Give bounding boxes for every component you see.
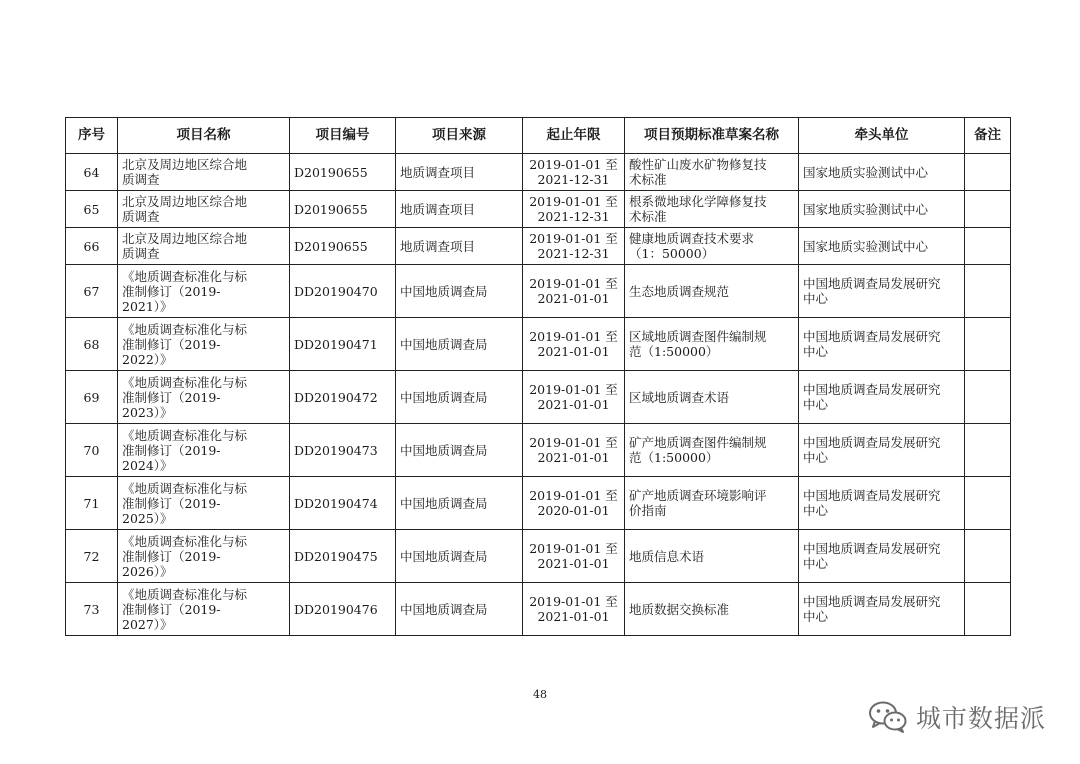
- cell-line: 《地质调查标准化与标: [122, 427, 248, 443]
- cell-project-name: [118, 265, 290, 318]
- cell-line: 2019-01-01 至: [529, 231, 618, 246]
- cell-period: [523, 530, 625, 583]
- cell-project-source: 地质调查项目: [396, 228, 523, 265]
- cell-lead-unit: [799, 228, 965, 265]
- cell-lead-unit: [799, 154, 965, 191]
- cell-line: 2026）》: [122, 563, 173, 579]
- cell-line: 准制修订（2019-: [122, 601, 221, 617]
- cell-line: 2023）》: [122, 404, 173, 420]
- cell-line: 北京及周边地区综合地: [122, 231, 248, 246]
- table-row: [66, 154, 1011, 191]
- cell-line: 术标准: [629, 172, 667, 187]
- cell-line: 2019-01-01 至: [529, 329, 618, 344]
- cell-standard-name: [625, 154, 799, 191]
- cell-line: 《地质调查标准化与标: [122, 533, 248, 549]
- cell-line: 质调查: [122, 246, 160, 261]
- table-row: [66, 371, 1011, 424]
- cell-line: 《地质调查标准化与标: [122, 480, 248, 496]
- cell-line: 2021-12-31: [537, 172, 610, 187]
- cell-line: 2019-01-01 至: [529, 194, 618, 209]
- cell-line: 2024）》: [122, 457, 173, 473]
- cell-project-source: 中国地质调查局: [396, 583, 523, 636]
- cell-project-name: [118, 371, 290, 424]
- cell-line: 2019-01-01 至: [529, 435, 618, 450]
- cell-project-code: DD20190473: [290, 424, 396, 477]
- cell-note: [965, 477, 1011, 530]
- cell-number: 71: [66, 477, 118, 530]
- cell-line: 2021）》: [122, 298, 173, 314]
- cell-line: 2019-01-01 至: [529, 382, 618, 397]
- cell-line: 《地质调查标准化与标: [122, 268, 248, 284]
- cell-lead-unit: [799, 265, 965, 318]
- cell-project-name: [118, 228, 290, 265]
- cell-line: （1：50000）: [629, 246, 715, 261]
- cell-line: 中国地质调查局发展研究: [803, 276, 941, 291]
- cell-project-source: 地质调查项目: [396, 191, 523, 228]
- cell-number: 70: [66, 424, 118, 477]
- cell-line: 2019-01-01 至: [529, 541, 618, 556]
- cell-line: 中心: [803, 503, 829, 518]
- header-cell: 牵头单位: [799, 118, 965, 154]
- cell-line: 准制修订（2019-: [122, 442, 221, 458]
- cell-line: 2019-01-01 至: [529, 488, 618, 503]
- table-row: [66, 318, 1011, 371]
- cell-project-code: DD20190474: [290, 477, 396, 530]
- cell-line: 国家地质实验测试中心: [803, 238, 929, 254]
- table-header-row: [66, 118, 1011, 154]
- table-row: [66, 424, 1011, 477]
- cell-project-name: [118, 477, 290, 530]
- cell-line: 术标准: [629, 209, 667, 224]
- cell-project-source: 中国地质调查局: [396, 530, 523, 583]
- table-row: [66, 265, 1011, 318]
- header-cell: 序号: [66, 118, 118, 154]
- cell-line: 中国地质调查局发展研究: [803, 382, 941, 397]
- cell-line: 地质数据交换标准: [629, 601, 730, 617]
- cell-period: [523, 318, 625, 371]
- cell-line: 矿产地质调查环境影响评: [629, 488, 767, 503]
- cell-line: 中心: [803, 450, 829, 465]
- cell-line: 中国地质调查局发展研究: [803, 541, 941, 556]
- cell-line: 准制修订（2019-: [122, 495, 221, 511]
- cell-line: 中心: [803, 609, 829, 624]
- cell-standard-name: [625, 583, 799, 636]
- cell-number: 72: [66, 530, 118, 583]
- cell-line: 《地质调查标准化与标: [122, 321, 248, 337]
- watermark-text: 城市数据派: [915, 704, 1046, 733]
- cell-line: 矿产地质调查图件编制规: [629, 435, 767, 450]
- cell-lead-unit: [799, 530, 965, 583]
- cell-standard-name: [625, 424, 799, 477]
- cell-line: 《地质调查标准化与标: [122, 586, 248, 602]
- cell-project-name: [118, 424, 290, 477]
- cell-line: 2021-01-01: [537, 397, 610, 412]
- cell-project-name: [118, 318, 290, 371]
- cell-line: 2021-12-31: [537, 246, 610, 261]
- cell-project-name: [118, 154, 290, 191]
- cell-number: 64: [66, 154, 118, 191]
- cell-project-code: D20190655: [290, 154, 396, 191]
- cell-standard-name: [625, 477, 799, 530]
- cell-line: 北京及周边地区综合地: [122, 194, 248, 209]
- header-cell: 备注: [965, 118, 1011, 154]
- cell-line: 2019-01-01 至: [529, 276, 618, 291]
- cell-project-code: DD20190472: [290, 371, 396, 424]
- cell-line: 2025）》: [122, 510, 173, 526]
- project-table: [65, 117, 1011, 636]
- cell-note: [965, 371, 1011, 424]
- cell-line: 中心: [803, 556, 829, 571]
- cell-project-code: DD20190471: [290, 318, 396, 371]
- cell-line: 准制修订（2019-: [122, 336, 221, 352]
- cell-line: 2020-01-01: [537, 503, 610, 518]
- cell-project-name: [118, 191, 290, 228]
- cell-lead-unit: [799, 424, 965, 477]
- cell-line: 中心: [803, 344, 829, 359]
- cell-line: 准制修订（2019-: [122, 389, 221, 405]
- cell-number: 69: [66, 371, 118, 424]
- wechat-icon: [868, 700, 908, 734]
- cell-project-code: DD20190470: [290, 265, 396, 318]
- cell-line: 准制修订（2019-: [122, 548, 221, 564]
- cell-project-name: [118, 583, 290, 636]
- cell-line: 质调查: [122, 172, 160, 187]
- cell-line: 健康地质调查技术要求: [629, 231, 755, 246]
- cell-note: [965, 424, 1011, 477]
- page-number: 48: [533, 688, 547, 701]
- cell-line: 中国地质调查局发展研究: [803, 594, 941, 609]
- table-row: [66, 191, 1011, 228]
- cell-period: [523, 228, 625, 265]
- cell-project-source: 中国地质调查局: [396, 424, 523, 477]
- cell-line: 2021-01-01: [537, 609, 610, 624]
- cell-note: [965, 265, 1011, 318]
- cell-lead-unit: [799, 318, 965, 371]
- cell-line: 地质信息术语: [629, 548, 705, 564]
- cell-note: [965, 530, 1011, 583]
- header-cell: 项目预期标准草案名称: [625, 118, 799, 154]
- cell-period: [523, 371, 625, 424]
- cell-lead-unit: [799, 191, 965, 228]
- cell-project-source: 中国地质调查局: [396, 371, 523, 424]
- cell-line: 范（1:50000）: [629, 450, 719, 465]
- cell-project-code: D20190655: [290, 191, 396, 228]
- cell-project-source: 中国地质调查局: [396, 265, 523, 318]
- cell-line: 《地质调查标准化与标: [122, 374, 248, 390]
- cell-note: [965, 583, 1011, 636]
- cell-project-name: [118, 530, 290, 583]
- cell-lead-unit: [799, 371, 965, 424]
- header-cell: 项目来源: [396, 118, 523, 154]
- cell-line: 国家地质实验测试中心: [803, 164, 929, 180]
- watermark: [868, 697, 1046, 737]
- cell-note: [965, 228, 1011, 265]
- table-row: [66, 228, 1011, 265]
- cell-line: 2021-01-01: [537, 450, 610, 465]
- cell-line: 根系微地球化学障修复技: [629, 194, 767, 209]
- cell-project-source: 中国地质调查局: [396, 318, 523, 371]
- cell-note: [965, 318, 1011, 371]
- cell-lead-unit: [799, 477, 965, 530]
- cell-line: 生态地质调查规范: [629, 283, 730, 299]
- header-cell: 项目名称: [118, 118, 290, 154]
- cell-line: 2019-01-01 至: [529, 157, 618, 172]
- cell-line: 2021-01-01: [537, 291, 610, 306]
- cell-note: [965, 191, 1011, 228]
- cell-line: 中国地质调查局发展研究: [803, 329, 941, 344]
- cell-standard-name: [625, 265, 799, 318]
- cell-standard-name: [625, 371, 799, 424]
- header-cell: 项目编号: [290, 118, 396, 154]
- cell-line: 质调查: [122, 209, 160, 224]
- cell-line: 2022）》: [122, 351, 173, 367]
- table-row: [66, 530, 1011, 583]
- cell-lead-unit: [799, 583, 965, 636]
- cell-line: 2021-12-31: [537, 209, 610, 224]
- cell-number: 65: [66, 191, 118, 228]
- cell-project-code: DD20190475: [290, 530, 396, 583]
- cell-standard-name: [625, 191, 799, 228]
- cell-line: 中心: [803, 397, 829, 412]
- cell-number: 68: [66, 318, 118, 371]
- cell-period: [523, 154, 625, 191]
- cell-line: 价指南: [629, 503, 667, 518]
- table-row: [66, 583, 1011, 636]
- cell-line: 2027）》: [122, 616, 173, 632]
- cell-line: 区域地质调查术语: [629, 389, 730, 405]
- cell-period: [523, 477, 625, 530]
- table-row: [66, 477, 1011, 530]
- cell-line: 2021-01-01: [537, 556, 610, 571]
- cell-line: 2019-01-01 至: [529, 594, 618, 609]
- cell-line: 国家地质实验测试中心: [803, 201, 929, 217]
- cell-line: 范（1:50000）: [629, 344, 719, 359]
- cell-standard-name: [625, 530, 799, 583]
- cell-line: 中国地质调查局发展研究: [803, 488, 941, 503]
- cell-note: [965, 154, 1011, 191]
- header-cell: 起止年限: [523, 118, 625, 154]
- cell-number: 66: [66, 228, 118, 265]
- cell-line: 2021-01-01: [537, 344, 610, 359]
- cell-period: [523, 265, 625, 318]
- cell-line: 准制修订（2019-: [122, 283, 221, 299]
- cell-line: 酸性矿山废水矿物修复技: [629, 157, 767, 172]
- cell-period: [523, 424, 625, 477]
- cell-standard-name: [625, 228, 799, 265]
- cell-project-code: D20190655: [290, 228, 396, 265]
- cell-standard-name: [625, 318, 799, 371]
- cell-line: 区域地质调查图件编制规: [629, 329, 767, 344]
- cell-line: 中心: [803, 291, 829, 306]
- cell-period: [523, 583, 625, 636]
- cell-number: 67: [66, 265, 118, 318]
- cell-project-source: 中国地质调查局: [396, 477, 523, 530]
- cell-period: [523, 191, 625, 228]
- cell-line: 中国地质调查局发展研究: [803, 435, 941, 450]
- cell-line: 北京及周边地区综合地: [122, 157, 248, 172]
- cell-project-source: 地质调查项目: [396, 154, 523, 191]
- cell-number: 73: [66, 583, 118, 636]
- cell-project-code: DD20190476: [290, 583, 396, 636]
